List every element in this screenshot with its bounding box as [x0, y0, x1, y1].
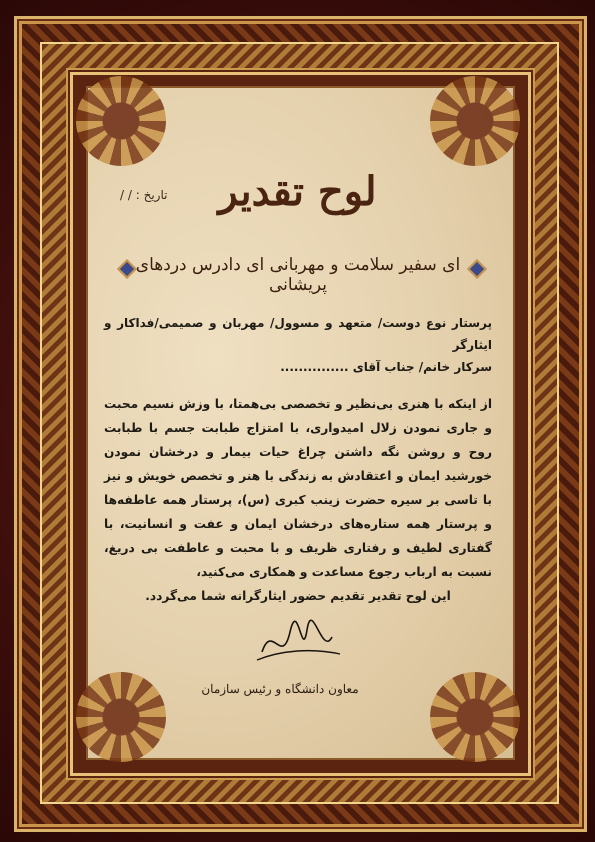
signature-icon	[252, 612, 342, 672]
corner-ornament-top-right	[430, 76, 520, 166]
certificate-title: لوح تقدیر	[218, 168, 377, 215]
body-paragraph	[104, 392, 492, 608]
date-field: تاریخ : / /	[120, 188, 168, 202]
recipient-line-1: پرستار نوع دوست/ متعهد و مسوول/ مهربان و صمیمی/فداکار و ایثارگر	[104, 316, 492, 352]
signature-label: معاون دانشگاه و رئیس سازمان	[201, 682, 359, 696]
certificate-subtitle: ای سفیر سلامت و مهربانی ای دادرس دردهای پریشانی	[135, 255, 461, 295]
corner-ornament-bottom-right	[430, 672, 520, 762]
body-text: از اینکه با هنری بی‌نظیر و تخصصی بی‌همتا، با وزش نسیم محبت و جاری نمودن زلال امیدواری، با امتزاج طبابت جسم با طبابت روح و روشن نگه داشتن چراغ حیات بیمار و درخشان نمودن خورشید ایمان و اعتقادش به زندگی با هنر و تخصص خویش و نیز با تاسی بر سیره حضرت زینب کبری (س)، پرستار همه عاطفه‌ها و پرستار همه ستاره‌های درخشان ایمان و عفت و انسانیت، با گفتاری لطیف و رفتاری ظریف و با محبت و عاطفت بی دریغ، نسبت به ارباب رجوع مساعدت و همکاری می‌کنید،	[104, 397, 492, 579]
corner-ornament-top-left	[76, 76, 166, 166]
certificate-body	[104, 312, 492, 608]
closing-text: این لوح تقدیر تقدیم حضور ایثارگرانه شما می‌گردد.	[145, 589, 451, 603]
corner-ornament-bottom-left	[76, 672, 166, 762]
recipient-line-2: سرکار خانم/ جناب آقای ...............	[280, 360, 492, 374]
